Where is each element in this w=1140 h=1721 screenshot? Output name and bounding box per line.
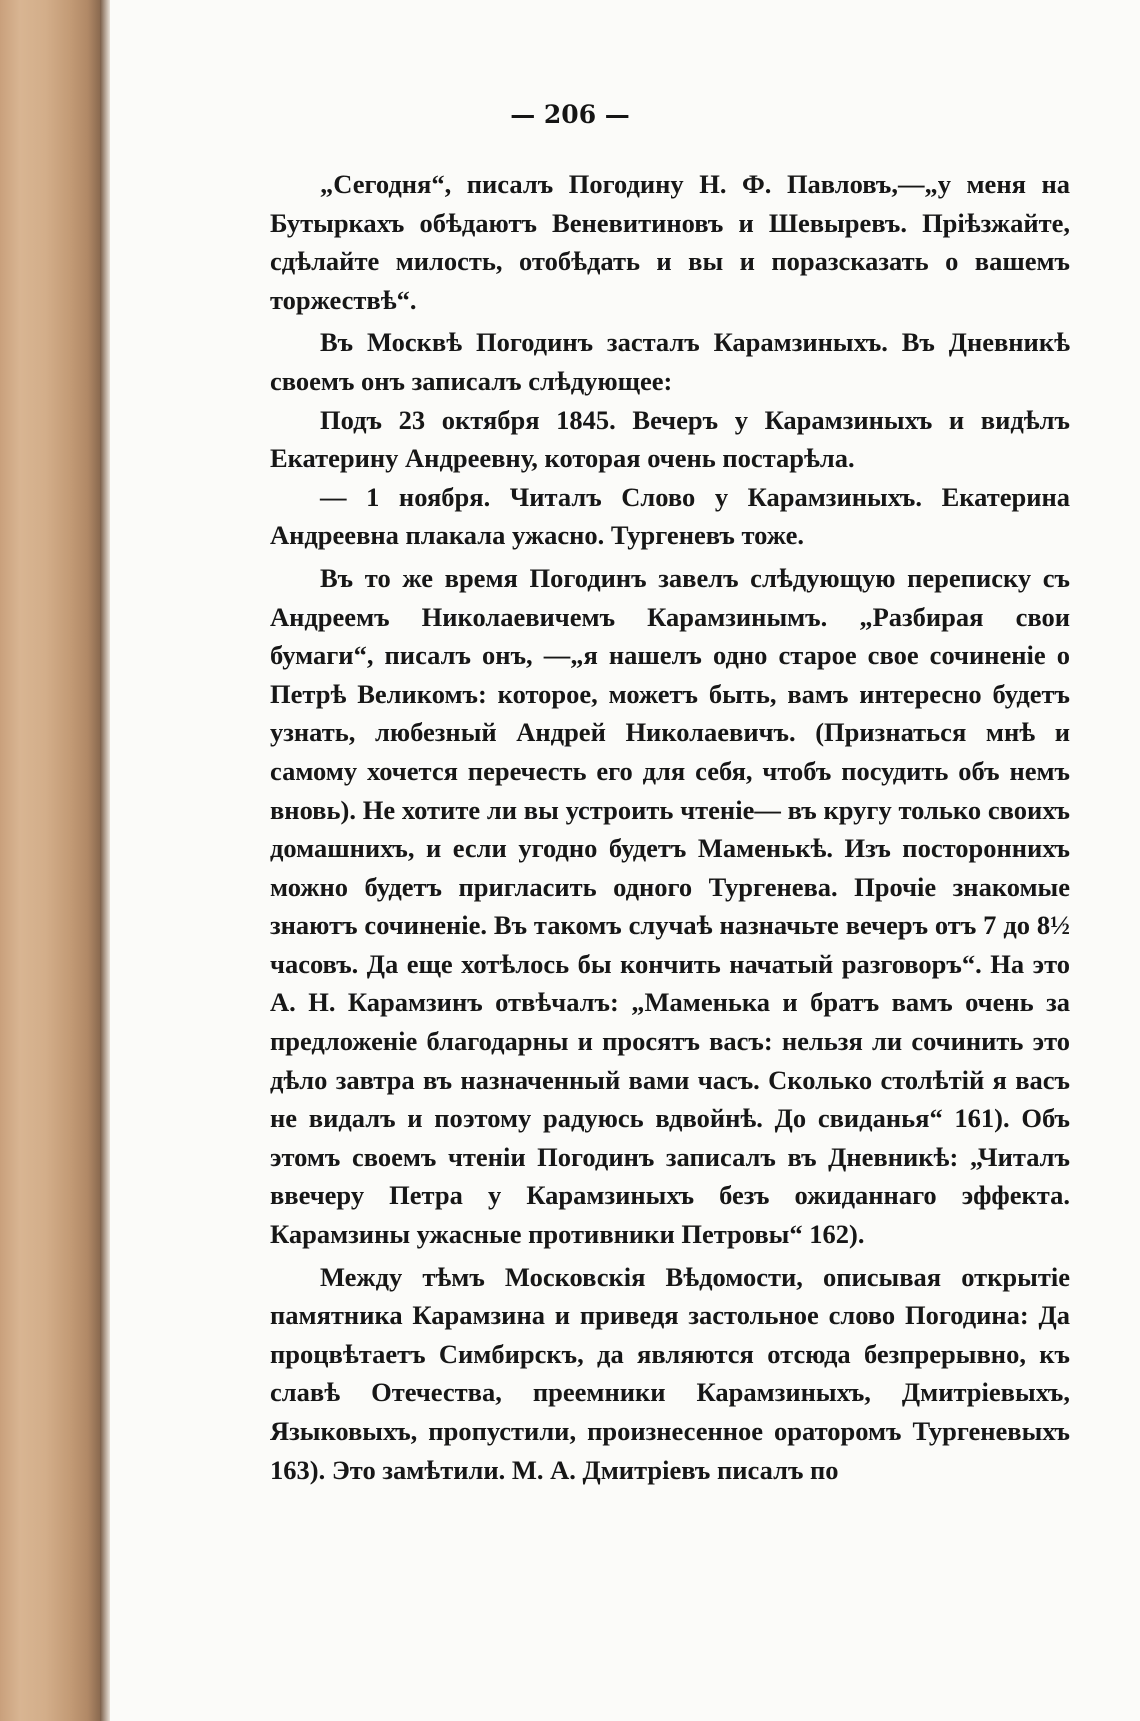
page-number: — 206 — (510, 100, 630, 129)
paragraph-pavlov-letter: „Сегодня“, писалъ Погодину Н. Ф. Павловъ,—„у меня на Бутыркахъ обѣдаютъ Веневитиновъ и Шевыревъ. Пріѣзжайте, сдѣлайте милость, отобѣдать и вы и поразсказать о вашемъ торжествѣ“. (270, 169, 1070, 315)
body-text (270, 165, 1070, 1489)
paragraph-diary-oct-23: Подъ 23 октября 1845. Вечеръ у Карамзиныхъ и видѣлъ Екатерину Андреевну, которая очень постарѣла. (270, 404, 1070, 474)
book-spine-edge (0, 0, 100, 1721)
paragraph-diary-nov-1: — 1 ноября. Читалъ Слово у Карамзиныхъ. Екатерина Андреевна плакала ужасно. Тургеневъ тоже. (270, 481, 1070, 551)
page-gutter-shadow (100, 0, 110, 1721)
paragraph-moskovskie-vedomosti: Между тѣмъ Московскія Вѣдомости, описывая открытіе памятника Карамзина и приведя застольное слово Погодина: Да процвѣтаетъ Симбирскъ, да являются отсюда безпрерывно, къ славѣ Отечества, преемники Карамзиныхъ, Дмитріевыхъ, Языковыхъ, пропустили, произнесенное ораторомъ Тургеневыхъ 163). Это замѣтили. М. А. Дмитріевъ писалъ по (270, 1261, 1070, 1485)
paragraph-karamzins-moscow: Въ Москвѣ Погодинъ засталъ Карамзиныхъ. Въ Дневникѣ своемъ онъ записалъ слѣдующее: (270, 327, 1070, 396)
paragraph-correspondence: Въ то же время Погодинъ завелъ слѣдующую переписку съ Андреемъ Николаевичемъ Карамзинымъ. „Разбирая свои бумаги“, писалъ онъ, —„я нашелъ одно старое свое сочиненіе о Петрѣ Великомъ: которое, можетъ быть, вамъ интересно будетъ узнать, любезный Андрей Николаевичъ. (Признаться мнѣ и самому хочется перечесть его для себя, чтобъ посудить объ немъ вновь). Не хотите ли вы устроить чтеніе— въ кругу только своихъ домашнихъ, и если угодно будетъ Маменькѣ. Изъ постороннихъ можно будетъ пригласить одного Тургенева. Прочіе знакомые знаютъ сочиненіе. Въ такомъ случаѣ назначьте вечеръ отъ 7 до 8½ часовъ. Да еще хотѣлось бы кончить начатый разговоръ“. На это А. Н. Карамзинъ отвѣчалъ: „Маменька и братъ вамъ очень за предложеніе благодарны и просятъ васъ: нельзя ли сочинить это дѣло завтра въ назначенный вами часъ. Сколько столѣтій я васъ не видалъ и поэтому радуюсь вдвойнѣ. До свиданья“ 161). Объ этомъ своемъ чтеніи Погодинъ записалъ въ Дневникѣ: „Читалъ ввечеру Петра у Карамзиныхъ безъ ожиданнаго эффекта. Карамзины ужасные противники Петровы“ 162). (270, 562, 1070, 1250)
